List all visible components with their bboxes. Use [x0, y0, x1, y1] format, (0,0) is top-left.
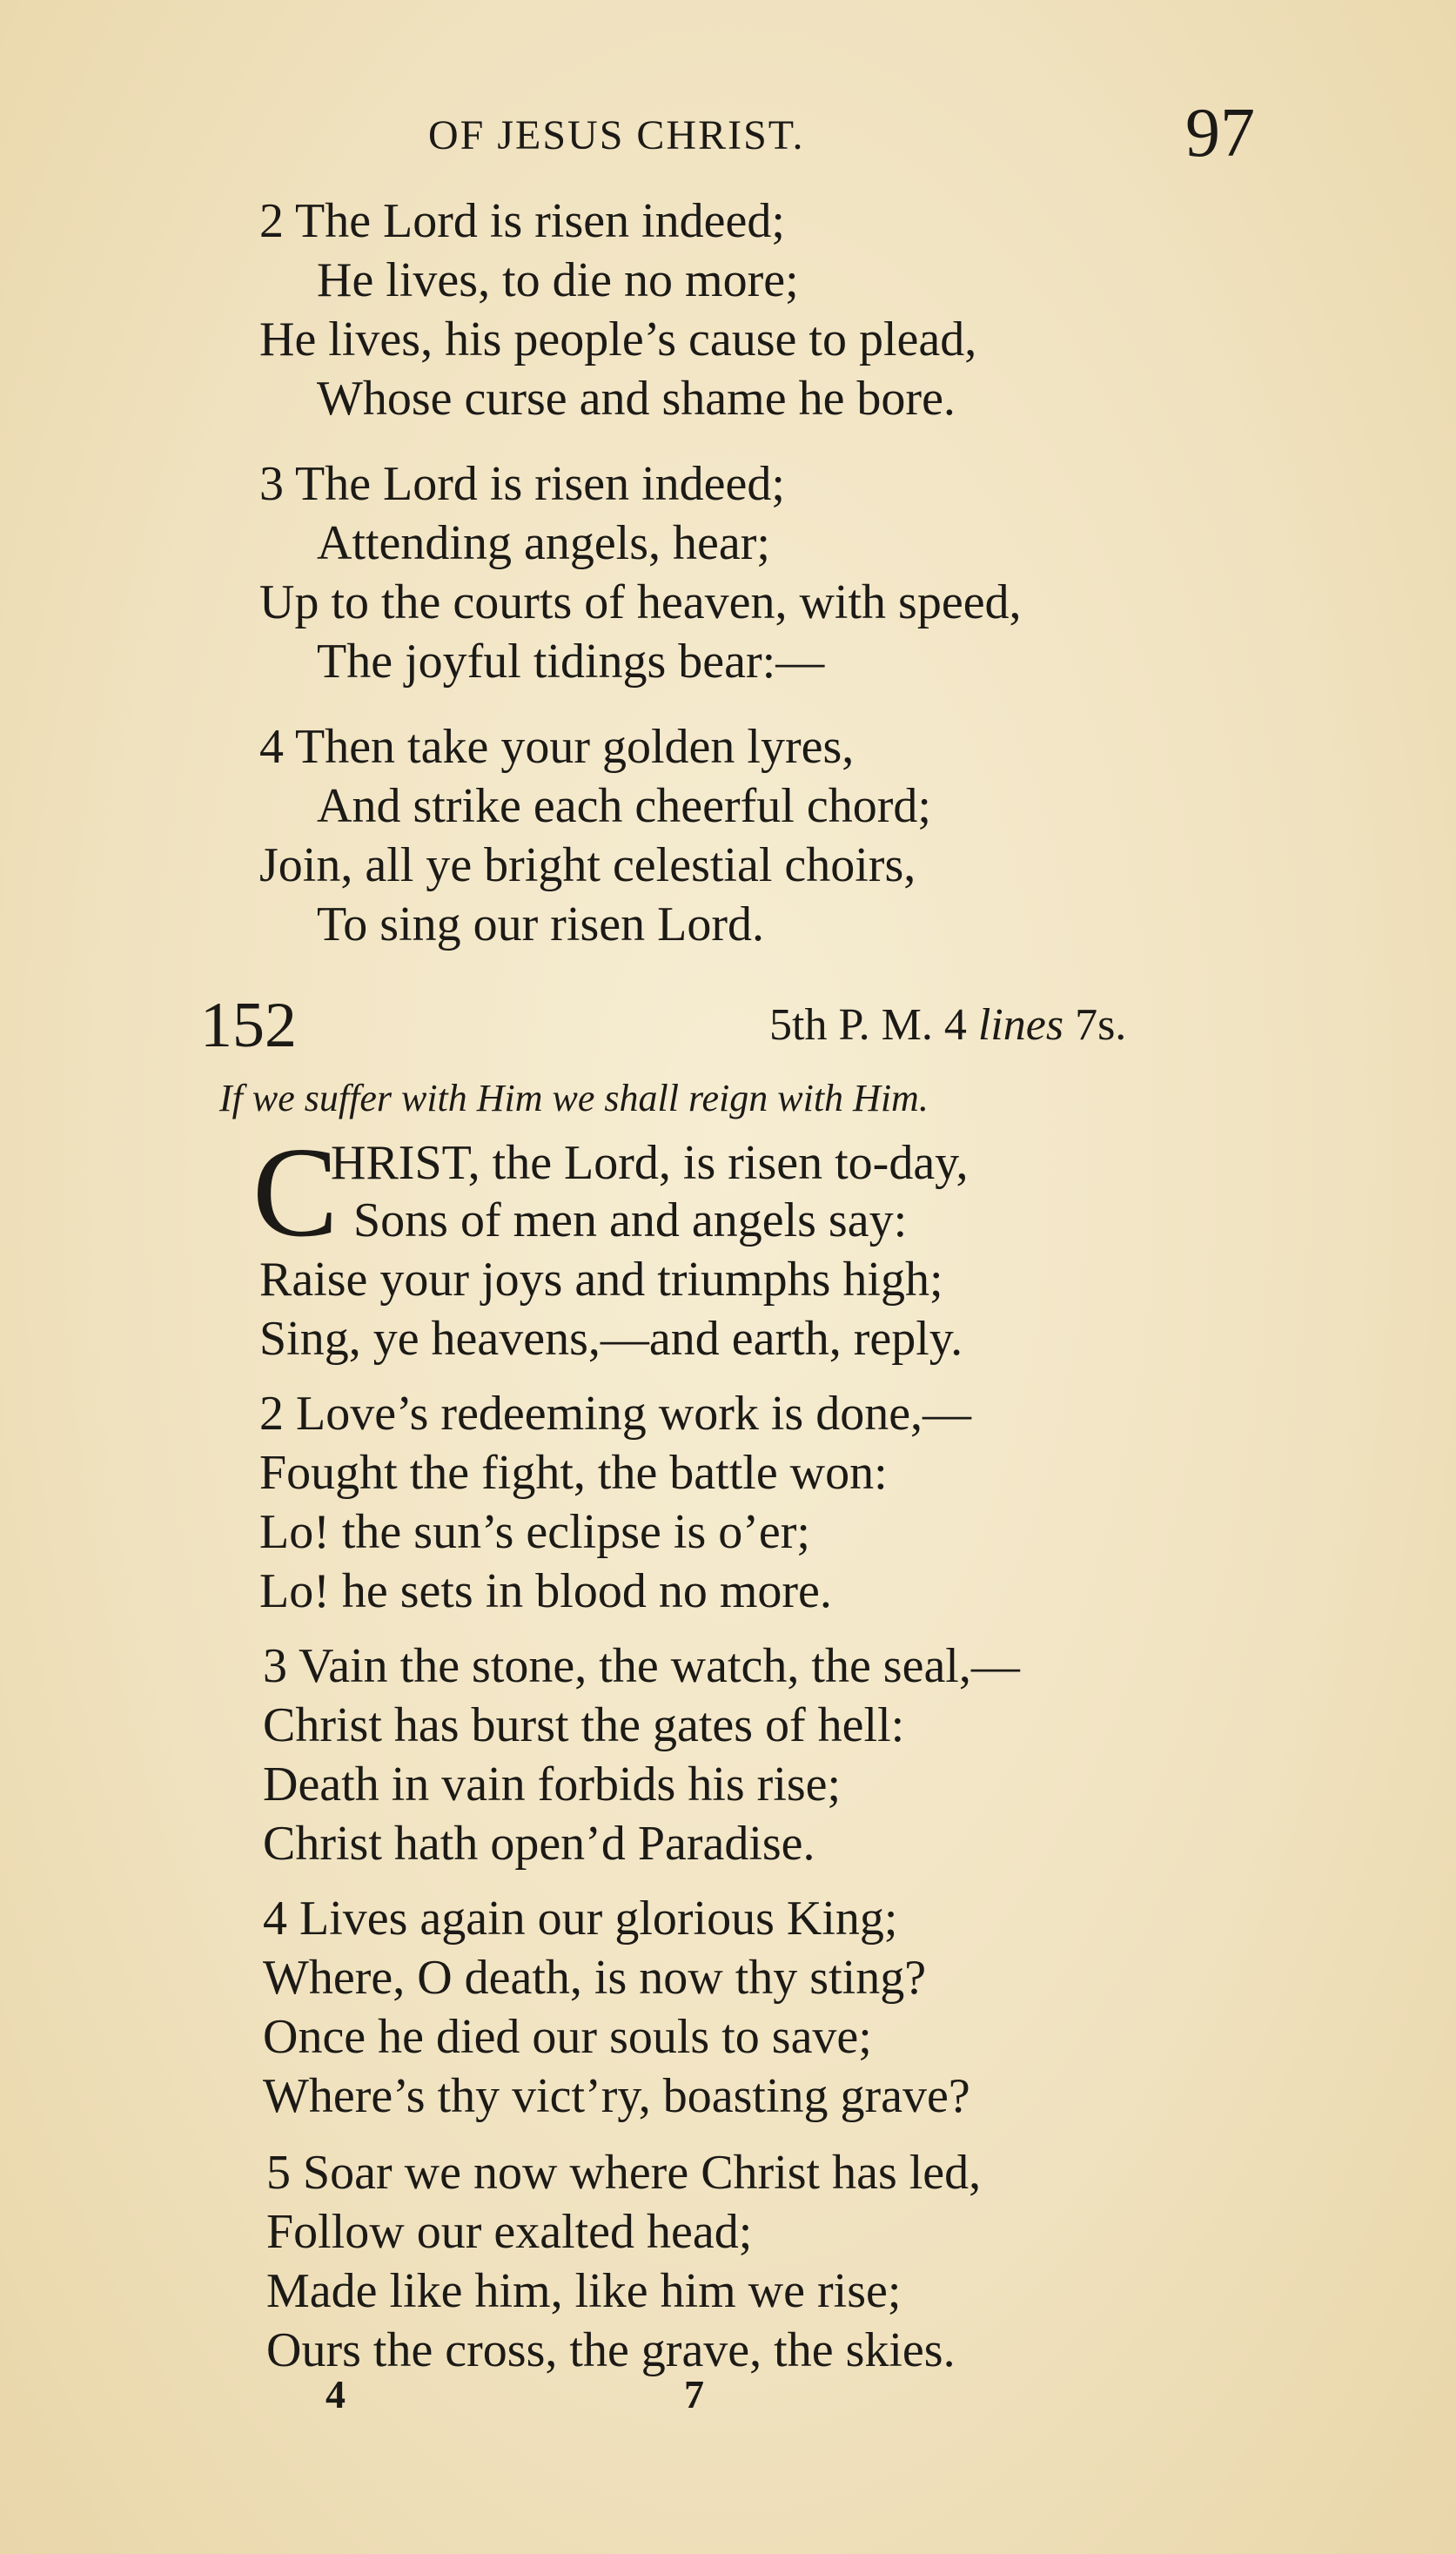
- verse-line: 2 The Lord is risen indeed;: [259, 194, 785, 248]
- verse-line: Up to the courts of heaven, with speed,: [259, 575, 1022, 629]
- verse-line: Where’s thy vict’ry, boasting grave?: [263, 2069, 970, 2123]
- verse-line: 5 Soar we now where Christ has led,: [266, 2146, 982, 2200]
- verse-line: Whose curse and shame he bore.: [317, 372, 956, 426]
- verse-line: Attending angels, hear;: [317, 516, 770, 570]
- verse-line: 4 Lives again our glorious King;: [263, 1892, 898, 1946]
- verse-line: Once he died our souls to save;: [263, 2010, 872, 2064]
- signature-mark: 4: [325, 2372, 346, 2416]
- verse-line: Fought the fight, the battle won:: [259, 1446, 888, 1500]
- verse-line: Sing, ye heavens,—and earth, reply.: [259, 1312, 963, 1366]
- signature-mark: 7: [684, 2372, 704, 2416]
- verse-line: Sons of men and angels say:: [353, 1193, 908, 1247]
- drop-cap: C: [252, 1121, 339, 1264]
- verse-line: Ours the cross, the grave, the skies.: [266, 2323, 956, 2377]
- verse-line: 3 Vain the stone, the watch, the seal,—: [263, 1639, 1020, 1693]
- verse-line: Raise your joys and triumphs high;: [259, 1253, 943, 1307]
- verse-line: And strike each cheerful chord;: [317, 779, 931, 833]
- verse-line: Made like him, like him we rise;: [266, 2264, 902, 2318]
- hymn-meter: [769, 999, 1126, 1051]
- meter-italic: lines: [977, 1000, 1064, 1050]
- verse-line: To sing our risen Lord.: [317, 897, 765, 951]
- verse-line: Lo! he sets in blood no more.: [259, 1564, 832, 1618]
- running-header: OF JESUS CHRIST.: [428, 112, 805, 158]
- verse-line: Christ hath open’d Paradise.: [263, 1817, 815, 1871]
- verse-line: He lives, to die no more;: [317, 253, 799, 307]
- page-number: 97: [1185, 95, 1255, 171]
- meter-prefix: 5th P. M. 4: [769, 1000, 967, 1050]
- verse-line: Christ has burst the gates of hell:: [263, 1698, 905, 1752]
- meter-suffix: 7s.: [1075, 1000, 1127, 1050]
- verse-line: He lives, his people’s cause to plead,: [259, 313, 977, 366]
- verse-line: 4 Then take your golden lyres,: [259, 720, 855, 774]
- verse-line: Join, all ye bright celestial choirs,: [259, 838, 916, 892]
- verse-line: 2 Love’s redeeming work is done,—: [259, 1387, 972, 1441]
- verse-line: HRIST, the Lord, is risen to-day,: [331, 1136, 969, 1190]
- verse-line: Death in vain forbids his rise;: [263, 1758, 842, 1811]
- epigraph: If we suffer with Him we shall reign with Him.: [219, 1077, 929, 1119]
- verse-line: The joyful tidings bear:—: [317, 635, 825, 689]
- verse-line: Follow our exalted head;: [266, 2205, 753, 2259]
- hymn-number: 152: [200, 990, 297, 1061]
- verse-line: 3 The Lord is risen indeed;: [259, 457, 785, 511]
- verse-line: Lo! the sun’s eclipse is o’er;: [259, 1505, 810, 1559]
- verse-line: Where, O death, is now thy sting?: [263, 1951, 927, 2005]
